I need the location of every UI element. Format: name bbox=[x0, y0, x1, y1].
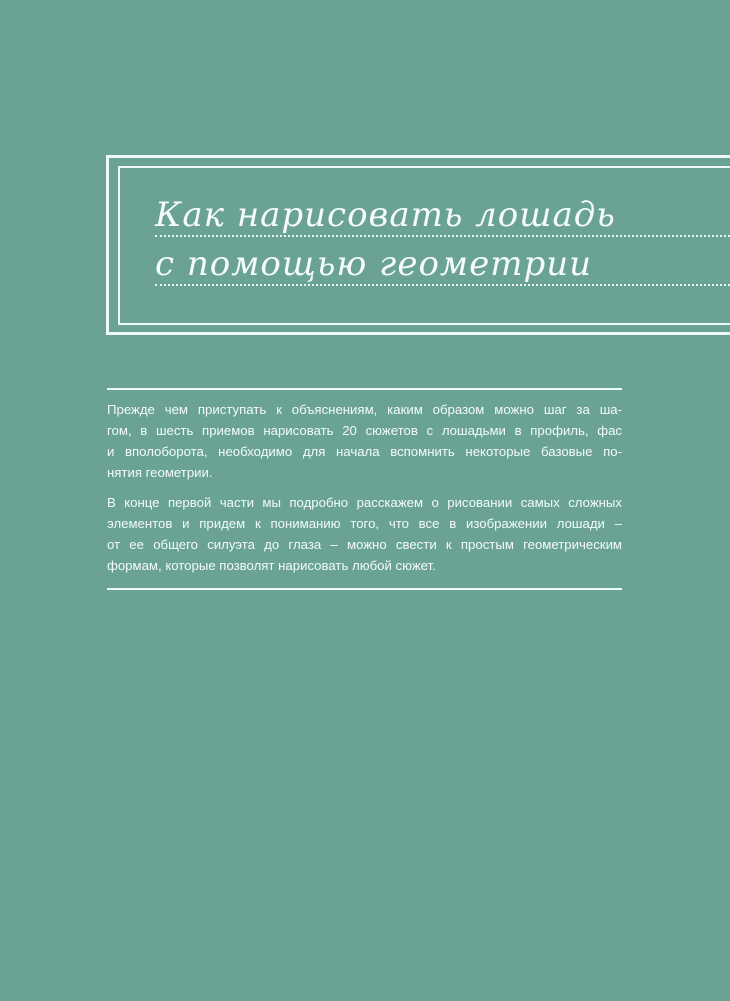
text-line: и вполоборота, необходимо для начала вспомнить некоторые базовые по- bbox=[107, 444, 622, 459]
paragraph-1 bbox=[107, 399, 622, 483]
title-line-1: Как нарисовать лошадь bbox=[155, 195, 730, 237]
paragraph-2 bbox=[107, 492, 622, 576]
text-line: формам, которые позволят нарисовать любой сюжет. bbox=[107, 558, 436, 573]
intro-text bbox=[107, 399, 622, 576]
divider-bottom bbox=[107, 588, 622, 590]
text-line: гом, в шесть приемов нарисовать 20 сюжетов с лошадьми в профиль, фас bbox=[107, 423, 622, 438]
text-line: Прежде чем приступать к объяснениям, каким образом можно шаг за ша- bbox=[107, 402, 622, 417]
text-line: В конце первой части мы подробно расскажем о рисовании самых сложных bbox=[107, 495, 622, 510]
text-line: от ее общего силуэта до глаза – можно свести к простым геометрическим bbox=[107, 537, 622, 552]
text-line: элементов и придем к пониманию того, что все в изображении лошади – bbox=[107, 516, 622, 531]
title-line-2: с помощью геометрии bbox=[155, 244, 730, 286]
divider-top bbox=[107, 388, 622, 390]
text-line: нятия геометрии. bbox=[107, 465, 213, 480]
